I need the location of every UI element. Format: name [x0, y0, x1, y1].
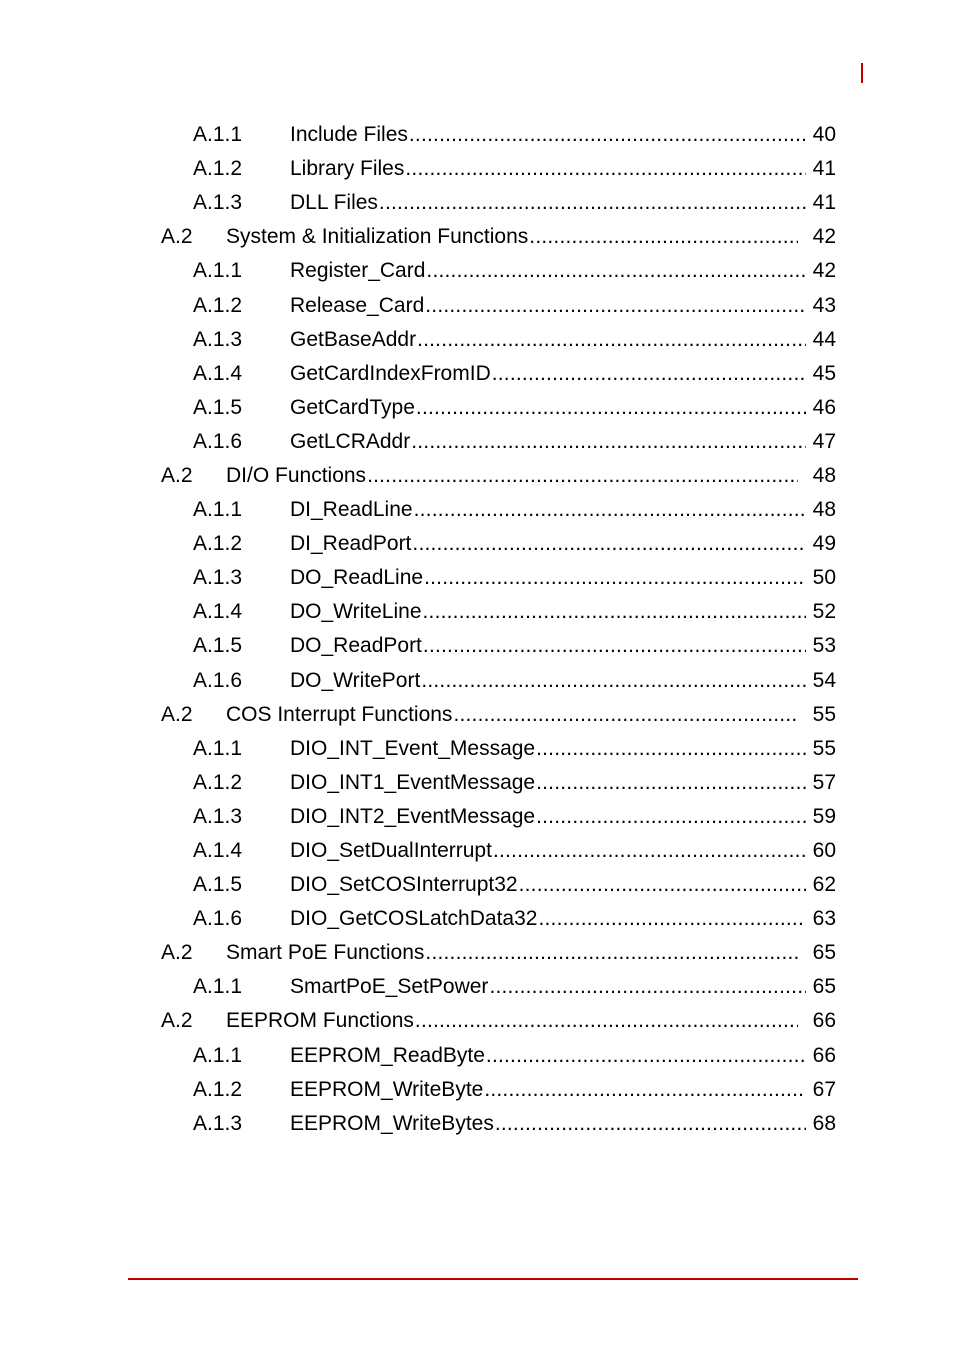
toc-entry-page-number: 68 [812, 1111, 836, 1135]
toc-dot-leader [412, 532, 806, 556]
toc-dot-leader [423, 634, 806, 658]
toc-entry-number: A.1.6 [193, 668, 243, 692]
toc-entry-title: Smart PoE Functions [226, 941, 425, 965]
toc-section-entry[interactable] [0, 220, 954, 254]
header-accent-mark [861, 63, 863, 83]
toc-subsection-entry[interactable] [0, 1107, 954, 1141]
toc-dot-leader [536, 771, 806, 795]
toc-entry-title: Include Files [290, 123, 408, 147]
toc-entry-number: A.1.4 [193, 600, 243, 624]
toc-entry-page-number: 62 [812, 873, 836, 897]
toc-entry-page-number: 66 [812, 1009, 836, 1033]
toc-entry-page-number: 59 [812, 804, 836, 828]
toc-subsection-entry[interactable] [0, 732, 954, 766]
toc-dot-leader [409, 123, 806, 147]
toc-dot-leader [492, 362, 806, 386]
toc-subsection-entry[interactable] [0, 1073, 954, 1107]
toc-entry-number: A.1.3 [193, 327, 243, 351]
toc-entry-title: DO_ReadLine [290, 566, 424, 590]
toc-entry-number: A.1.1 [193, 736, 243, 760]
toc-entry-number: A.2 [161, 225, 193, 249]
toc-entry-page-number: 41 [812, 157, 836, 181]
toc-entry-title: DLL Files [290, 191, 378, 215]
toc-subsection-entry[interactable] [0, 664, 954, 698]
toc-dot-leader [423, 600, 807, 624]
toc-entry-number: A.1.3 [193, 566, 243, 590]
toc-entry-page-number: 60 [812, 839, 836, 863]
toc-entry-title: GetCardIndexFromID [290, 361, 491, 385]
toc-entry-page-number: 49 [812, 532, 836, 556]
toc-dot-leader [414, 498, 806, 522]
toc-entry-page-number: 47 [812, 429, 836, 453]
toc-entry-number: A.2 [161, 463, 193, 487]
toc-dot-leader [379, 191, 806, 215]
footer-rule [128, 1278, 858, 1280]
toc-entry-title: SmartPoE_SetPower [290, 975, 489, 999]
toc-subsection-entry[interactable] [0, 800, 954, 834]
toc-entry-title: DO_WritePort [290, 668, 421, 692]
toc-entry-title: Release_Card [290, 293, 425, 317]
toc-entry-number: A.1.6 [193, 907, 243, 931]
toc-entry-number: A.2 [161, 1009, 193, 1033]
toc-entry-page-number: 67 [812, 1077, 836, 1101]
toc-subsection-entry[interactable] [0, 118, 954, 152]
toc-entry-number: A.1.2 [193, 157, 243, 181]
toc-entry-number: A.1.4 [193, 839, 243, 863]
toc-entry-page-number: 65 [812, 975, 836, 999]
toc-entry-title: DI_ReadLine [290, 498, 413, 522]
toc-entry-number: A.1.3 [193, 804, 243, 828]
toc-entry-page-number: 53 [812, 634, 836, 658]
toc-entry-number: A.1.1 [193, 975, 243, 999]
toc-dot-leader [426, 259, 806, 283]
toc-dot-leader [493, 839, 806, 863]
toc-entry-page-number: 40 [812, 123, 836, 147]
toc-dot-leader [489, 975, 806, 999]
toc-dot-leader [416, 396, 806, 420]
toc-entry-title: EEPROM_ReadByte [290, 1043, 485, 1067]
toc-subsection-entry[interactable] [0, 186, 954, 220]
toc-entry-page-number: 48 [812, 498, 836, 522]
toc-entry-page-number: 65 [812, 941, 836, 965]
toc-dot-leader [367, 464, 798, 488]
toc-entry-page-number: 48 [812, 463, 836, 487]
toc-entry-title: EEPROM Functions [226, 1009, 414, 1033]
toc-entry-number: A.1.1 [193, 123, 243, 147]
toc-subsection-entry[interactable] [0, 527, 954, 561]
toc-entry-page-number: 52 [812, 600, 836, 624]
toc-entry-title: DIO_GetCOSLatchData32 [290, 907, 538, 931]
toc-entry-page-number: 57 [812, 770, 836, 794]
toc-entry-title: GetBaseAddr [290, 327, 417, 351]
toc-entry-title: EEPROM_WriteBytes [290, 1111, 494, 1135]
toc-entry-title: DI_ReadPort [290, 532, 412, 556]
toc-entry-number: A.1.6 [193, 429, 243, 453]
toc-entry-page-number: 44 [812, 327, 836, 351]
toc-entry-page-number: 42 [812, 225, 836, 249]
toc-entry-page-number: 45 [812, 361, 836, 385]
toc-dot-leader [453, 703, 798, 727]
toc-entry-title: DIO_INT2_EventMessage [290, 804, 536, 828]
toc-dot-leader [484, 1078, 806, 1102]
toc-subsection-entry[interactable] [0, 970, 954, 1004]
toc-dot-leader [421, 669, 806, 693]
toc-entry-number: A.1.4 [193, 361, 243, 385]
toc-dot-leader [529, 225, 798, 249]
toc-subsection-entry[interactable] [0, 629, 954, 663]
toc-entry-page-number: 66 [812, 1043, 836, 1067]
toc-section-entry[interactable] [0, 1004, 954, 1038]
toc-entry-number: A.1.1 [193, 1043, 243, 1067]
toc-entry-page-number: 43 [812, 293, 836, 317]
toc-subsection-entry[interactable] [0, 561, 954, 595]
toc-entry-title: DIO_SetCOSInterrupt32 [290, 873, 518, 897]
toc-dot-leader [495, 1112, 806, 1136]
toc-entry-number: A.1.1 [193, 498, 243, 522]
toc-section-entry[interactable] [0, 698, 954, 732]
toc-dot-leader [519, 873, 806, 897]
toc-subsection-entry[interactable] [0, 152, 954, 186]
toc-subsection-entry[interactable] [0, 391, 954, 425]
toc-subsection-entry[interactable] [0, 834, 954, 868]
toc-dot-leader [536, 737, 806, 761]
toc-subsection-entry[interactable] [0, 766, 954, 800]
toc-entry-number: A.1.1 [193, 259, 243, 283]
toc-entry-page-number: 41 [812, 191, 836, 215]
toc-entry-title: DO_ReadPort [290, 634, 422, 658]
toc-entry-title: COS Interrupt Functions [226, 702, 453, 726]
toc-entry-title: DI/O Functions [226, 463, 367, 487]
toc-dot-leader [405, 157, 806, 181]
toc-dot-leader [486, 1044, 806, 1068]
toc-entry-number: A.1.2 [193, 532, 243, 556]
toc-entry-number: A.2 [161, 941, 193, 965]
toc-entry-title: EEPROM_WriteByte [290, 1077, 484, 1101]
toc-subsection-entry[interactable] [0, 868, 954, 902]
toc-dot-leader [417, 328, 806, 352]
toc-entry-title: Library Files [290, 157, 405, 181]
toc-dot-leader [415, 1009, 798, 1033]
toc-entry-title: Register_Card [290, 259, 426, 283]
toc-section-entry[interactable] [0, 936, 954, 970]
toc-entry-number: A.1.5 [193, 395, 243, 419]
toc-entry-number: A.1.2 [193, 1077, 243, 1101]
toc-entry-title: GetCardType [290, 395, 415, 419]
toc-entry-title: DIO_INT1_EventMessage [290, 770, 536, 794]
toc-subsection-entry[interactable] [0, 1039, 954, 1073]
table-of-contents [0, 118, 954, 1141]
toc-entry-title: DO_WriteLine [290, 600, 422, 624]
toc-entry-page-number: 46 [812, 395, 836, 419]
toc-dot-leader [425, 941, 798, 965]
toc-dot-leader [538, 907, 806, 931]
toc-dot-leader [411, 430, 806, 454]
toc-subsection-entry[interactable] [0, 493, 954, 527]
toc-subsection-entry[interactable] [0, 425, 954, 459]
toc-subsection-entry[interactable] [0, 288, 954, 322]
toc-entry-number: A.1.2 [193, 293, 243, 317]
toc-entry-title: DIO_SetDualInterrupt [290, 839, 492, 863]
toc-entry-number: A.1.3 [193, 1111, 243, 1135]
toc-subsection-entry[interactable] [0, 902, 954, 936]
toc-entry-title: GetLCRAddr [290, 429, 411, 453]
toc-entry-title: System & Initialization Functions [226, 225, 529, 249]
toc-entry-page-number: 50 [812, 566, 836, 590]
toc-entry-number: A.2 [161, 702, 193, 726]
toc-entry-page-number: 54 [812, 668, 836, 692]
toc-dot-leader [424, 566, 806, 590]
toc-entry-page-number: 63 [812, 907, 836, 931]
toc-dot-leader [536, 805, 806, 829]
toc-subsection-entry[interactable] [0, 254, 954, 288]
toc-entry-page-number: 55 [812, 736, 836, 760]
toc-entry-number: A.1.2 [193, 770, 243, 794]
toc-subsection-entry[interactable] [0, 595, 954, 629]
toc-section-entry[interactable] [0, 459, 954, 493]
toc-subsection-entry[interactable] [0, 357, 954, 391]
toc-entry-title: DIO_INT_Event_Message [290, 736, 536, 760]
toc-entry-number: A.1.3 [193, 191, 243, 215]
toc-entry-page-number: 42 [812, 259, 836, 283]
toc-entry-number: A.1.5 [193, 634, 243, 658]
toc-subsection-entry[interactable] [0, 323, 954, 357]
toc-dot-leader [425, 294, 806, 318]
toc-entry-number: A.1.5 [193, 873, 243, 897]
toc-entry-page-number: 55 [812, 702, 836, 726]
